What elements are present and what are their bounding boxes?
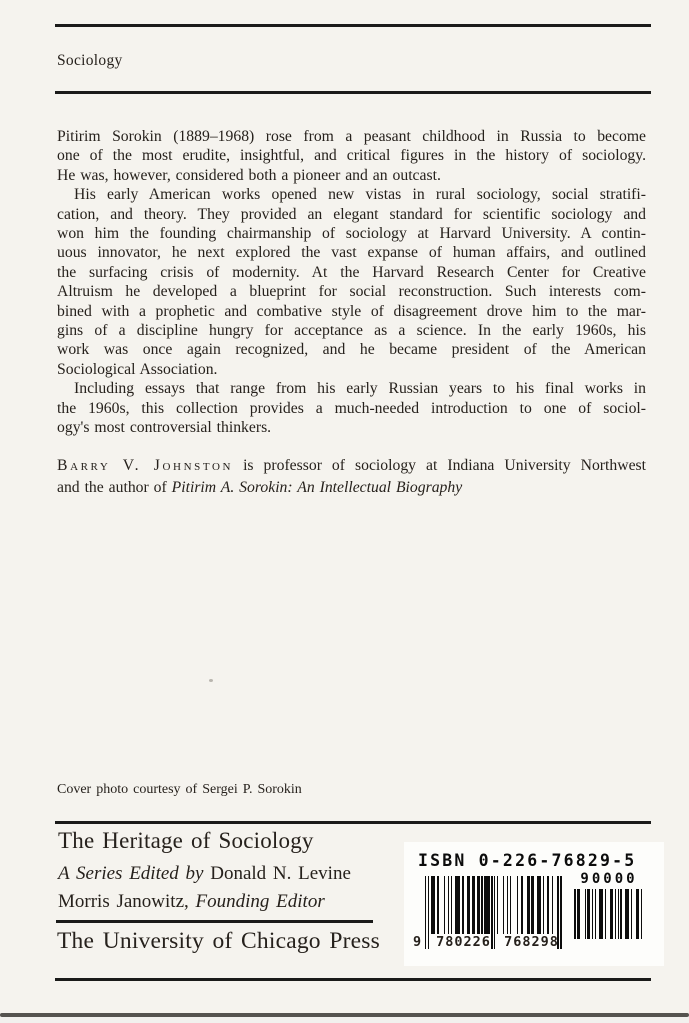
series-title: The Heritage of Sociology bbox=[58, 828, 314, 853]
ean13-barcode bbox=[413, 876, 563, 952]
text-line: Pitirim Sorokin (1889–1968) rose from a peasant childhood in Russia to become bbox=[57, 128, 646, 145]
barcode-bars bbox=[573, 889, 645, 939]
series-editor-name: Donald N. Levine bbox=[210, 863, 351, 884]
price-code: 90000 bbox=[580, 871, 638, 887]
text-line: won him the founding chairmanship of sociology at Harvard University. A contin- bbox=[57, 225, 646, 243]
founding-editor-name: Morris Janowitz, bbox=[58, 891, 189, 912]
author-bio bbox=[57, 455, 646, 499]
text-line: the 1960s, this collection provides a much-needed introduction to one of sociol- bbox=[57, 399, 646, 417]
founding-editor-line bbox=[58, 891, 325, 913]
top-divider bbox=[55, 24, 651, 27]
text-line: His early American works opened new vistas in rural sociology, social stratifi- bbox=[74, 186, 646, 204]
text-line: Including essays that range from his early Russian years to his final works in bbox=[74, 380, 646, 398]
publisher-divider bbox=[56, 920, 373, 923]
text-line: Altruism he developed a blueprint for social reconstruction. Such interests com- bbox=[57, 283, 646, 301]
text-line: work was once again recognized, and he became president of the American bbox=[57, 341, 646, 359]
ean5-supplement-barcode bbox=[573, 871, 645, 939]
cover-photo-credit: Cover photo courtesy of Sergei P. Sorokin bbox=[57, 782, 302, 797]
text-line: Sociological Association. bbox=[57, 360, 218, 378]
page-edge-background bbox=[0, 1017, 689, 1023]
barcode-digits-right: 768298 bbox=[504, 934, 559, 950]
series-edited-by: A Series Edited by bbox=[58, 863, 204, 884]
text-line: cation, and theory. They provided an elegant standard for scientific sociology and bbox=[57, 205, 646, 223]
barcode-digits-left: 780226 bbox=[436, 934, 491, 950]
barcode-digit: 9 bbox=[413, 934, 422, 950]
text-line: bined with a prophetic and combative style of disagreement drove him to the mar- bbox=[57, 302, 646, 320]
text-line: uous innovator, he next explored the vast expanse of human affairs, and outlined bbox=[57, 244, 646, 262]
series-divider bbox=[55, 821, 651, 824]
publisher-name: The University of Chicago Press bbox=[57, 928, 380, 954]
barcode-sticker bbox=[404, 842, 664, 966]
series-editor-line bbox=[58, 863, 351, 885]
text-line: He was, however, considered both a pioneer and an outcast. bbox=[57, 166, 441, 184]
text-line: ogy's most controversial thinkers. bbox=[57, 419, 272, 437]
author-bio-line bbox=[57, 455, 646, 477]
bottom-divider bbox=[55, 978, 651, 981]
category-divider bbox=[55, 91, 651, 94]
text-line: gins of a discipline hungry for acceptance as a science. In the early 1960s, his bbox=[57, 322, 646, 340]
text-line: one of the most erudite, insightful, and critical figures in the history of sociology. bbox=[57, 147, 646, 165]
description-text bbox=[57, 127, 646, 438]
scan-speck bbox=[209, 679, 213, 682]
category-label: Sociology bbox=[57, 52, 123, 69]
isbn-number: ISBN 0-226-76829-5 bbox=[418, 851, 637, 870]
text-line: the surfacing crisis of modernity. At the Harvard Research Center for Creative bbox=[57, 263, 646, 281]
author-bio-text: is professor of sociology at Indiana University Northwest bbox=[243, 457, 646, 474]
book-title: Pitirim A. Sorokin: An Intellectual Biography bbox=[171, 479, 463, 496]
author-bio-text: and the author of bbox=[57, 479, 167, 496]
author-bio-line bbox=[57, 477, 646, 499]
author-name: Barry V. Johnston bbox=[57, 457, 234, 474]
founding-editor-role: Founding Editor bbox=[195, 891, 325, 912]
